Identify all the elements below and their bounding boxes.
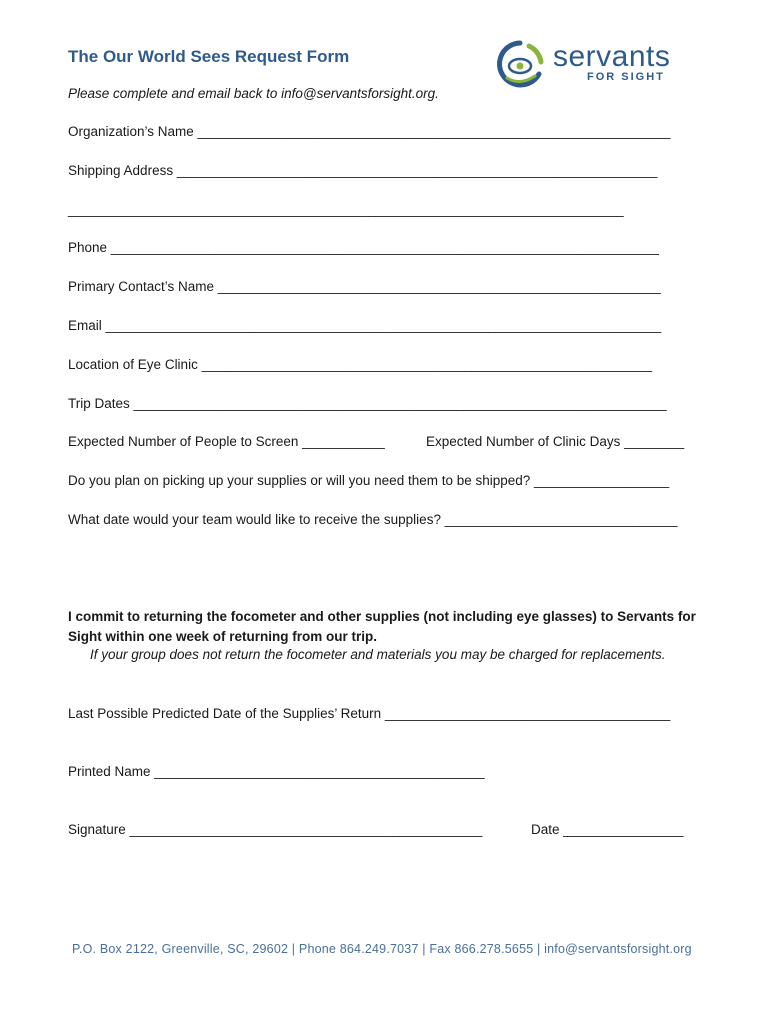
contact-footer: P.O. Box 2122, Greenville, SC, 29602 | Phone 864.249.7037 | Fax 866.278.5655 | info@servantsforsight.org [72, 942, 692, 956]
signature-field[interactable]: Signature _______________________________________________ [68, 822, 483, 837]
return-commitment-statement: I commit to returning the focometer and other supplies (not including eye glasses) to Servants for Sight within one week of returning from our trip. [68, 609, 696, 644]
pickup-or-ship-field[interactable]: Do you plan on picking up your supplies or will you need them to be shipped? __________________ [68, 473, 670, 488]
org-name-field[interactable]: Organization’s Name _______________________________________________________________ [68, 124, 671, 139]
receive-date-field[interactable]: What date would your team would like to receive the supplies? _______________________________ [68, 512, 678, 527]
return-date-field[interactable]: Last Possible Predicted Date of the Supplies’ Return ______________________________________ [68, 706, 671, 721]
clinic-location-field[interactable]: Location of Eye Clinic ____________________________________________________________ [68, 357, 653, 372]
clinic-days-field[interactable]: Expected Number of Clinic Days ________ [426, 434, 685, 449]
logo-tagline: FOR SIGHT [587, 71, 665, 83]
printed-name-field[interactable]: Printed Name ____________________________________________ [68, 764, 485, 779]
logo-wordmark: servants [553, 40, 671, 73]
shipping-address-field[interactable]: Shipping Address ________________________________________________________________ [68, 163, 658, 178]
shipping-address-line2-field[interactable]: __________________________________________________________________________ [68, 202, 624, 217]
people-to-screen-field[interactable]: Expected Number of People to Screen ___________ [68, 434, 385, 449]
replacement-charge-warning: If your group does not return the focometer and materials you may be charged for replacements. [90, 647, 666, 662]
servants-for-sight-logo [495, 38, 670, 94]
form-instructions: Please complete and email back to info@servantsforsight.org. [68, 86, 439, 101]
trip-dates-field[interactable]: Trip Dates _______________________________________________________________________ [68, 396, 667, 411]
date-field[interactable]: Date ________________ [531, 822, 684, 837]
primary-contact-field[interactable]: Primary Contact’s Name ___________________________________________________________ [68, 279, 661, 294]
eye-hand-logo-icon [495, 38, 545, 94]
form-title: The Our World Sees Request Form [68, 47, 350, 66]
phone-field[interactable]: Phone _________________________________________________________________________ [68, 240, 659, 255]
email-field[interactable]: Email __________________________________________________________________________ [68, 318, 662, 333]
